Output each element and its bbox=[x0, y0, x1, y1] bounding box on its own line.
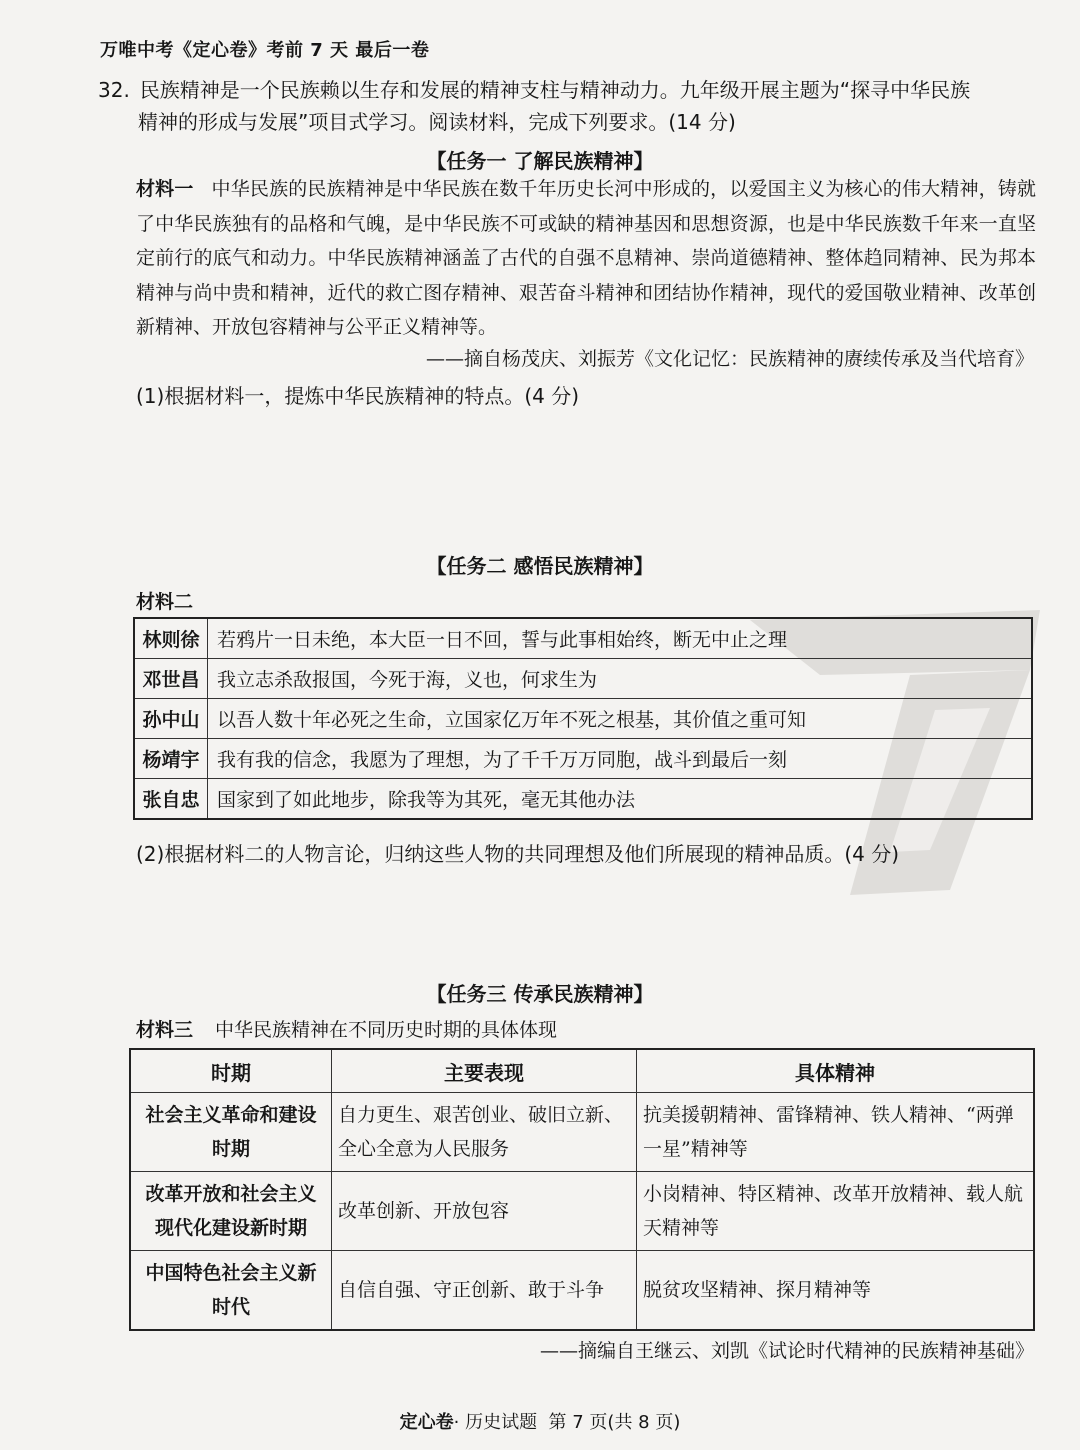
header-series: 万唯中考 bbox=[100, 40, 174, 61]
footer-brand: 定心卷 bbox=[399, 1412, 454, 1433]
spirit-cell: 脱贫攻坚精神、探月精神等 bbox=[637, 1251, 1035, 1331]
period-cell: 改革开放和社会主义现代化建设新时期 bbox=[130, 1172, 332, 1251]
header-book: 《定心卷》 bbox=[174, 40, 267, 61]
material3-line bbox=[136, 1015, 557, 1042]
material2-label: 材料二 bbox=[136, 591, 194, 613]
footer-page: 第 7 页(共 8 页) bbox=[548, 1412, 681, 1433]
person-quote: 若鸦片一日未绝，本大臣一日不回，誓与此事相始终，断无中止之理 bbox=[208, 618, 1033, 659]
footer-subject: · 历史试题 bbox=[453, 1412, 538, 1433]
question-intro-line2: 精神的形成与发展”项目式学习。阅读材料，完成下列要求。(14 分) bbox=[138, 110, 736, 134]
material3-desc: 中华民族精神在不同历史时期的具体体现 bbox=[215, 1019, 558, 1041]
table-row bbox=[134, 739, 1032, 779]
material1 bbox=[136, 172, 1036, 345]
table-row bbox=[134, 659, 1032, 699]
table-row bbox=[130, 1172, 1034, 1251]
column-header: 主要表现 bbox=[332, 1049, 637, 1093]
period-cell: 社会主义革命和建设时期 bbox=[130, 1093, 332, 1172]
material1-text: 中华民族的民族精神是中华民族在数千年历史长河中形成的，以爱国主义为核心的伟大精神，铸就了中华民族独有的品格和气魄，是中华民族不可或缺的精神基因和思想资源，也是中华民族数千年来一直坚定前行的底气和动力。中华民族精神涵盖了古代的自强不息精神、崇尚道德精神、整体趋同精神、民为邦本精神与尚中贵和精神，近代的救亡图存精神、艰苦奋斗精神和团结协作精神，现代的爱国敬业精神、改革创新精神、开放包容精神与公平正义精神等。 bbox=[136, 178, 1036, 338]
material3-label: 材料三 bbox=[136, 1019, 194, 1041]
table-row bbox=[130, 1093, 1034, 1172]
person-name: 张自忠 bbox=[134, 779, 208, 820]
person-quote: 国家到了如此地步，除我等为其死，毫无其他办法 bbox=[208, 779, 1033, 820]
header-subtitle: 考前 7 天 最后一卷 bbox=[266, 40, 430, 61]
table-row bbox=[134, 618, 1032, 659]
table-row bbox=[130, 1251, 1034, 1331]
question-intro-line1: 民族精神是一个民族赖以生存和发展的精神支柱与精神动力。九年级开展主题为“探寻中华民族 bbox=[139, 78, 971, 102]
material1-label: 材料一 bbox=[136, 178, 194, 200]
task2-title: 【任务二 感悟民族精神】 bbox=[426, 554, 654, 578]
person-quote: 我有我的信念，我愿为了理想，为了千千万万同胞，战斗到最后一刻 bbox=[208, 739, 1033, 779]
question-intro bbox=[98, 74, 1038, 138]
material1-source: ——摘自杨茂庆、刘振芳《文化记忆：民族精神的赓续传承及当代培育》 bbox=[425, 348, 1034, 370]
person-name: 邓世昌 bbox=[134, 659, 208, 699]
person-quote: 我立志杀敌报国，今死于海，义也，何求生为 bbox=[208, 659, 1033, 699]
person-quote: 以吾人数十年必死之生命，立国家亿万年不死之根基，其价值之重可知 bbox=[208, 699, 1033, 739]
page-footer bbox=[0, 1408, 1080, 1434]
table-header-row bbox=[130, 1049, 1034, 1093]
spirit-cell: 抗美援朝精神、雷锋精神、铁人精神、“两弹一星”精神等 bbox=[637, 1093, 1035, 1172]
period-cell: 中国特色社会主义新时代 bbox=[130, 1251, 332, 1331]
person-name: 孙中山 bbox=[134, 699, 208, 739]
spirit-cell: 小岗精神、特区精神、改革开放精神、载人航天精神等 bbox=[637, 1172, 1035, 1251]
performance-cell: 自力更生、艰苦创业、破旧立新、全心全意为人民服务 bbox=[332, 1093, 637, 1172]
question-1: (1)根据材料一，提炼中华民族精神的特点。(4 分) bbox=[136, 384, 580, 408]
person-name: 杨靖宇 bbox=[134, 739, 208, 779]
column-header: 时期 bbox=[130, 1049, 332, 1093]
column-header: 具体精神 bbox=[637, 1049, 1035, 1093]
performance-cell: 自信自强、守正创新、敢于斗争 bbox=[332, 1251, 637, 1331]
task1-title: 【任务一 了解民族精神】 bbox=[426, 149, 654, 173]
periods-table bbox=[129, 1048, 1035, 1331]
task3-title: 【任务三 传承民族精神】 bbox=[426, 982, 654, 1006]
page-header bbox=[100, 36, 429, 62]
table-row bbox=[134, 699, 1032, 739]
performance-cell: 改革创新、开放包容 bbox=[332, 1172, 637, 1251]
material3-source: ——摘编自王继云、刘凯《试论时代精神的民族精神基础》 bbox=[539, 1340, 1034, 1362]
quotes-table bbox=[133, 617, 1033, 820]
table-row bbox=[134, 779, 1032, 820]
question-2: (2)根据材料二的人物言论，归纳这些人物的共同理想及他们所展现的精神品质。(4 分) bbox=[136, 842, 900, 866]
person-name: 林则徐 bbox=[134, 618, 208, 659]
question-number: 32. bbox=[98, 78, 130, 102]
